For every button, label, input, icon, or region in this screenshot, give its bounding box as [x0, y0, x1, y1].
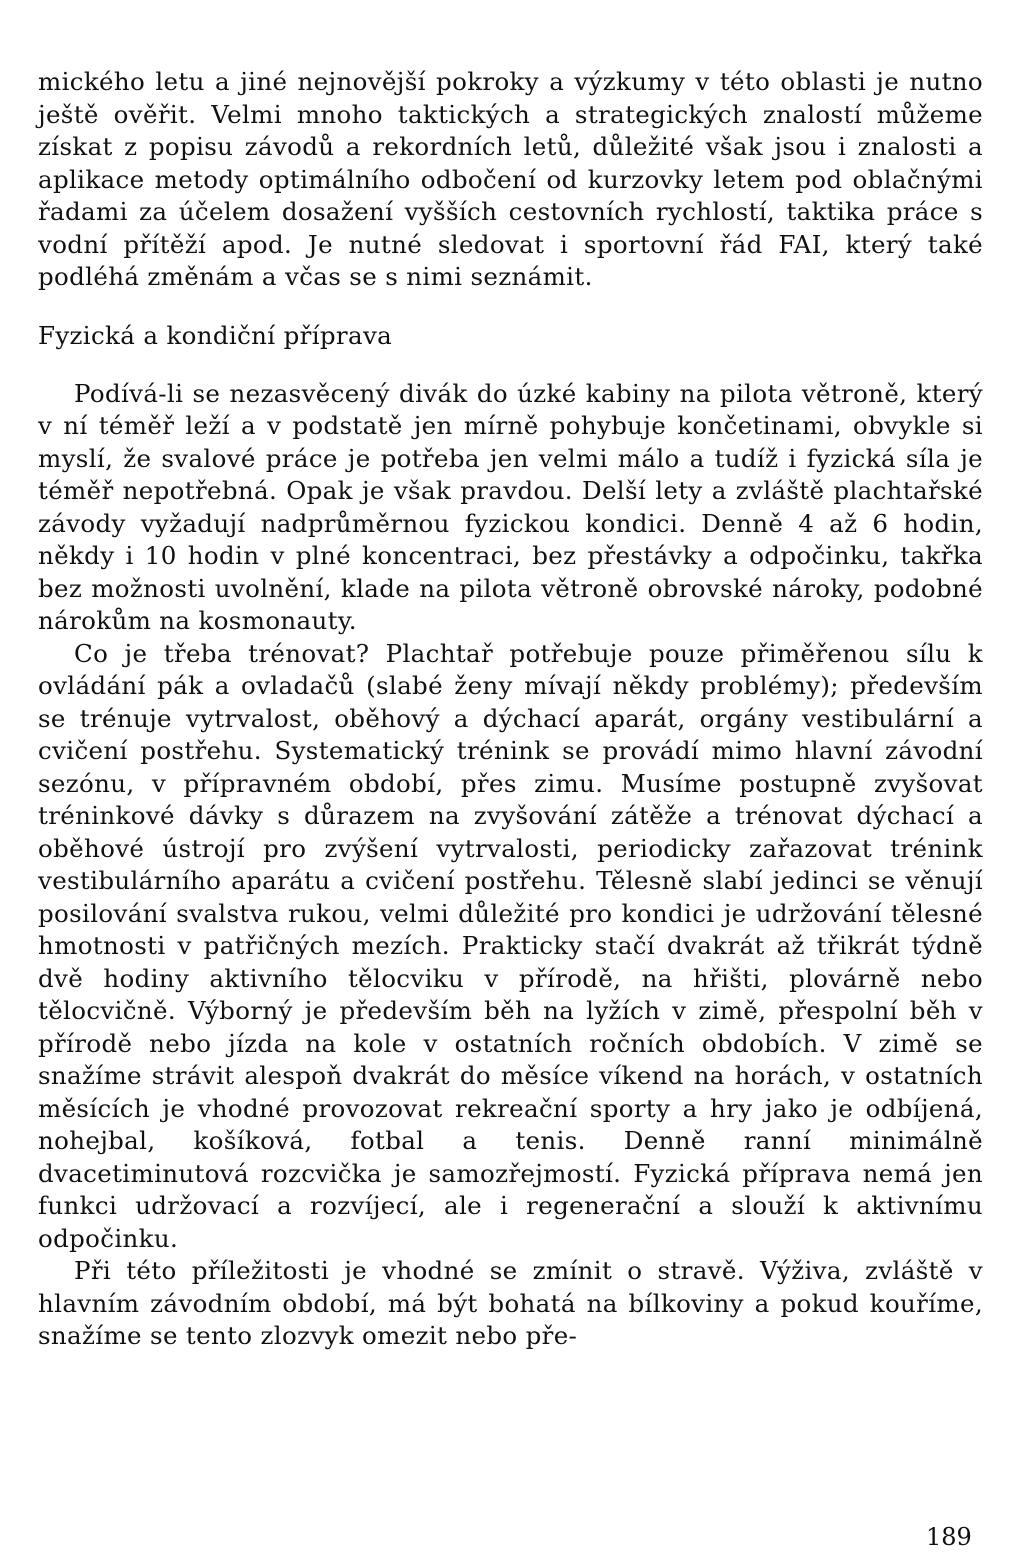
page-number: 189 — [926, 1523, 972, 1551]
paragraph-1: Podívá-li se nezasvěcený divák do úzké kabiny na pilota větroně, který v ní téměř leží a v podstatě jen mírně pohybuje končetinami, obvykle si myslí, že svalové práce je potřeba jen velmi málo a tudíž i fyzická síla je téměř nepotřebná. Opak je však pravdou. Delší lety a zvláště plachtařské závody vyžadují nadprůměrnou fyzickou kondici. Denně 4 až 6 hodin, někdy i 10 hodin v plné koncentraci, bez přestávky a odpočinku, takřka bez možnosti uvolnění, klade na pilota větroně obrovské nároky, podobné nárokům na kosmonauty. — [38, 378, 983, 635]
intro-paragraph: mického letu a jiné nejnovější pokroky a výzkumy v této oblasti je nutno ještě ověřit. Velmi mnoho taktických a strategických znalostí můžeme získat z popisu závodů a rekordních letů, důležité však jsou i znalosti a aplikace metody optimálního odbočení od kurzovky letem pod oblačnými řadami za účelem dosažení vyšších cestovních rychlostí, taktika práce s vodní přítěží apod. Je nutné sledovat i sportovní řád FAI, který také podléhá změnám a včas se s nimi seznámit. — [38, 67, 983, 291]
book-page — [38, 66, 983, 1353]
paragraph-2: Co je třeba trénovat? Plachtař potřebuje pouze přiměřenou sílu k ovládání pák a ovladačů (slabé ženy mívají někdy problémy); především se trénuje vytrvalost, oběhový a dýchací aparát, orgány vestibulární a cvičení postřehu. Systematický trénink se provádí mimo hlavní závodní sezónu, v přípravném období, přes zimu. Musíme postupně zvyšovat tréninkové dávky s důrazem na zvyšování zátěže a trénovat dýchací a oběhové ústrojí pro zvýšení vytrvalosti, periodicky zařazovat trénink vestibulárního aparátu a cvičení postřehu. Tělesně slabí jedinci se věnují posilování svalstva rukou, velmi důležité pro kondici je udržování tělesné hmotnosti v patřičných mezích. Prakticky stačí dvakrát až třikrát týdně dvě hodiny aktivního tělocviku v přírodě, na hřišti, plovárně nebo tělocvičně. Výborný je především běh na lyžích v zimě, přespolní běh v přírodě nebo jízda na kole v ostatních ročních obdobích. V zimě se snažíme strávit alespoň dvakrát do měsíce víkend na horách, v ostatních měsících je vhodné provozovat rekreační sporty a hry jako je odbíjená, nohejbal, košíková, fotbal a tenis. Denně ranní minimálně dvacetiminutová rozcvička je samozřejmostí. Fyzická příprava nemá jen funkci udržovací a rozvíjecí, ale i regenerační a slouží k aktivnímu odpočinku. — [38, 638, 983, 1253]
section-heading: Fyzická a kondiční příprava — [38, 320, 393, 350]
paragraph-3: Při této příležitosti je vhodné se zmínit o stravě. Výživa, zvláště v hlavním závodním období, má být bohatá na bílkoviny a pokud kouříme, snažíme se tento zlozvyk omezit nebo pře- — [38, 1256, 983, 1350]
